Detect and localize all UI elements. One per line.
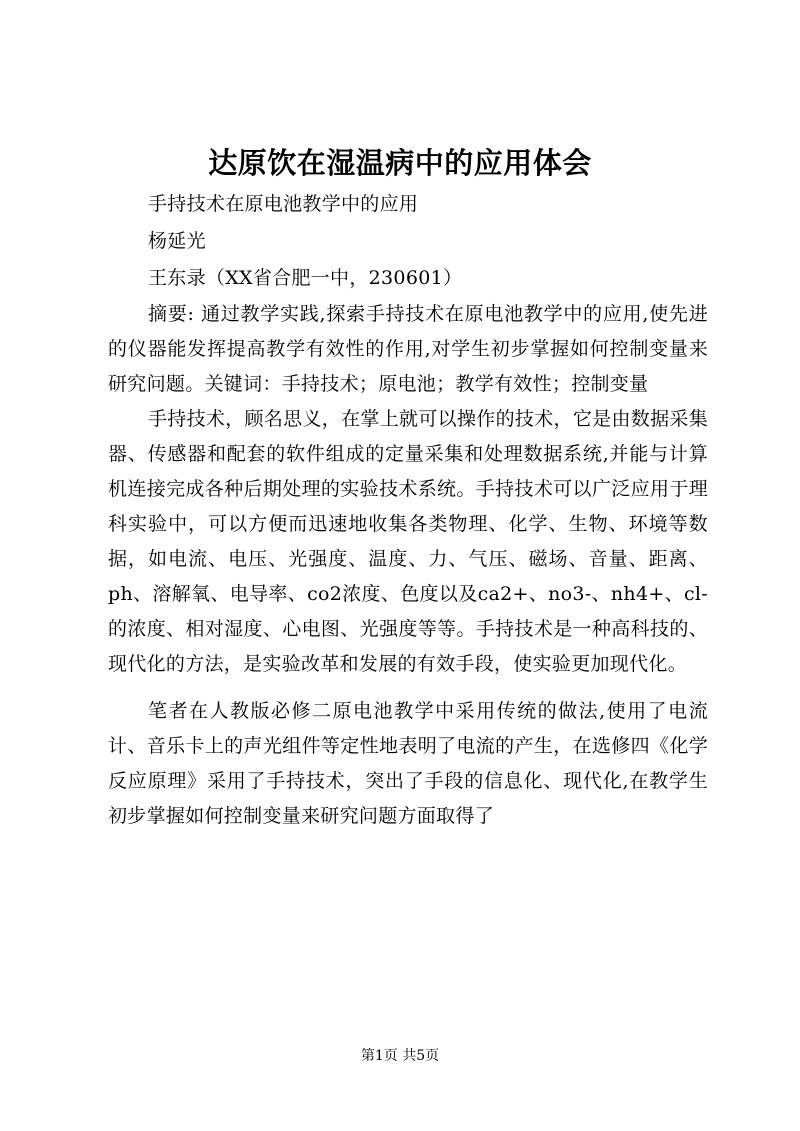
body-paragraph: 手持技术，顾名思义，在掌上就可以操作的技术，它是由数据采集器、传感器和配套的软件组成的定量采集和处理数据系统,并能与计算机连接完成各种后期处理的实验技术系统。手持技术可以广泛应用于理科实验中，可以方便而迅速地收集各类物理、化学、生物、环境等数据，如电流、电压、光强度、温度、力、气压、磁场、音量、距离、ph、溶解氧、电导率、co2浓度、色度以及ca2+、no3-、nh4+、cl-的浓度、相对湿度、心电图、光强度等等。手持技术是一种高科技的、现代化的方法，是实验改革和发展的有效手段，使实验更加现代化。 [108,408,708,675]
document-body [108,186,708,834]
author: 杨延光 [148,230,206,252]
affiliation: 王东录（XX省合肥一中，230601） [148,267,463,289]
subtitle: 手持技术在原电池教学中的应用 [148,193,419,215]
body-paragraph: 笔者在人教版必修二原电池教学中采用传统的做法,使用了电流计、音乐卡上的声光组件等定性地表明了电流的产生，在选修四《化学反应原理》采用了手持技术，突出了手段的信息化、现代化,在教学生初步掌握如何控制变量来研究问题方面取得了 [108,700,708,827]
document-title: 达原饮在湿温病中的应用体会 [208,146,592,180]
abstract-paragraph: 摘要: 通过教学实践,探索手持技术在原电池教学中的应用,使先进的仪器能发挥提高教学有效性的作用,对学生初步掌握如何控制变量来研究问题。关键词：手持技术；原电池；教学有效性；控制变量 [108,303,708,395]
page-footer: 第1页 共5页 [360,1048,440,1064]
